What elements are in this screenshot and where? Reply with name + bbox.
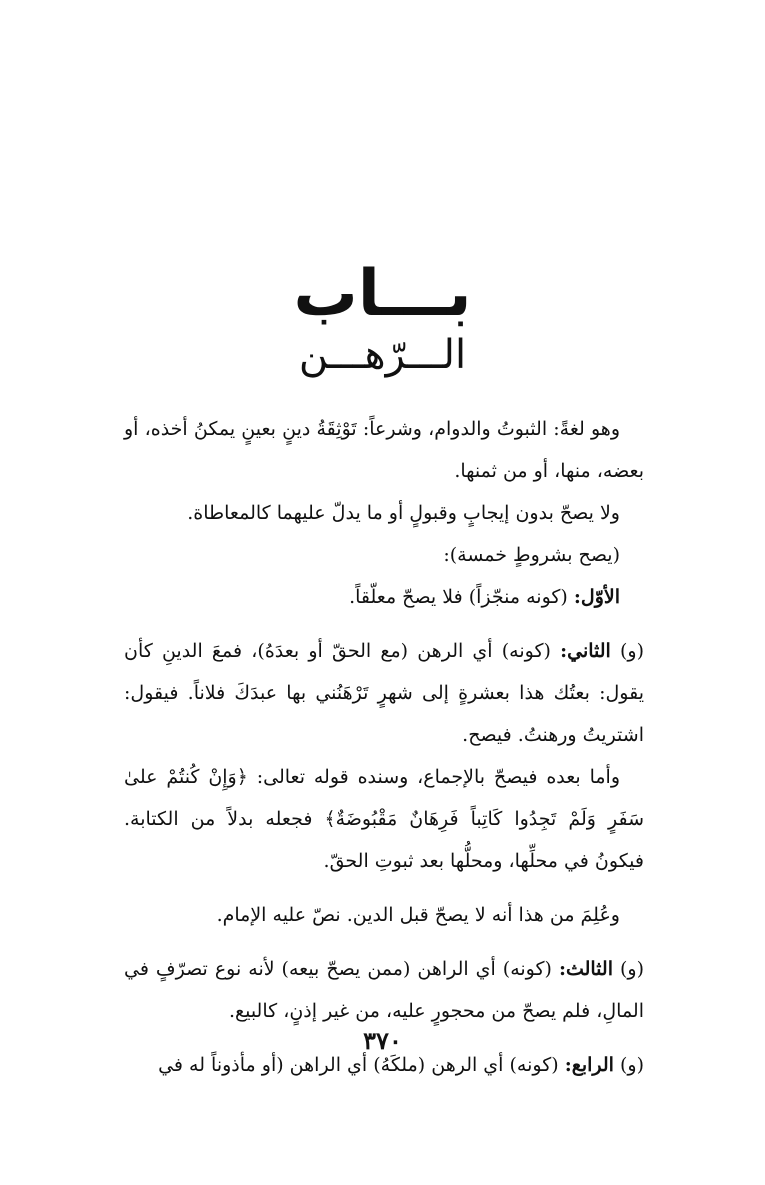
paragraph-prefix: (و) [613,958,644,980]
paragraph-text: (كونه منجّزاً) فلا يصحّ معلّقاً. [349,586,574,608]
paragraph-text: (يصح بشروطٍ خمسة): [443,544,620,566]
paragraph-ijab [124,492,644,534]
paragraph-first-condition [124,576,644,618]
paragraph-text: (كونه) أي الراهن (ممن يصحّ بيعه) لأنه نوع تصرّفٍ في المالِ، فلم يصحّ من محجورٍ عليه، من غير إذنٍ، كالبيع. [124,958,644,1022]
paragraph-definition [124,408,644,492]
chapter-subtitle: الـــرّهـــن [298,332,467,378]
paragraph-conditions [124,534,644,576]
paragraph-prefix: (و) [610,640,645,662]
paragraph-text: ولا يصحّ بدون إيجابٍ وقبولٍ أو ما يدلّ عليهما كالمعاطاة. [187,502,620,524]
condition-label: الأوّل: [573,586,620,608]
paragraph-text: وعُلِمَ من هذا أنه لا يصحّ قبل الدين. نصّ عليه الإمام. [216,904,620,926]
paragraph-second-condition [124,630,644,756]
paragraph-text: وهو لغةً: الثبوتُ والدوام، وشرعاً: تَوْثِقَةُ دينٍ بعينٍ يمكنُ أخذه، أو بعضه، منها، أو من ثمنها. [124,418,644,482]
paragraph-third-condition [124,948,644,1032]
paragraph-imam-note [124,894,644,936]
condition-label: الرابع: [564,1054,614,1076]
page-number: ٣٧٠ [363,1026,402,1055]
paragraph-text: وأما بعده فيصحّ بالإجماع، وسنده قوله تعالى: ﴿وَإِنْ كُنتُمْ علىٰ سَفَرٍ وَلَمْ تَجِدُوا كَاتِباً فَرِهَانٌ مَقْبُوضَةٌ﴾ فجعله بدلاً من الكتابة. فيكونُ في محلِّها، ومحلُّها بعد ثبوتِ الحقّ. [124,766,644,872]
paragraph-text: (كونه) أي الرهن (مع الحقّ أو بعدَهُ)، فمعَ الدينِ كأن يقول: بعتُك هذا بعشرةٍ إلى شهرٍ تَرْهَنُني بها عبدَكَ فلاناً. فيقول: اشتريتُ ورهنتُ. فيصح. [124,640,644,746]
chapter-title: بـــاب [293,257,472,331]
condition-label: الثالث: [558,958,613,980]
paragraph-prefix: (و) [613,1054,644,1076]
paragraph-text: (كونه) أي الرهن (ملكَهُ) أي الراهن (أو مأذوناً له في [158,1054,565,1076]
condition-label: الثاني: [560,640,611,662]
chapter-heading [0,258,765,378]
paragraph-after-debt [124,756,644,882]
body-text [124,408,644,1086]
